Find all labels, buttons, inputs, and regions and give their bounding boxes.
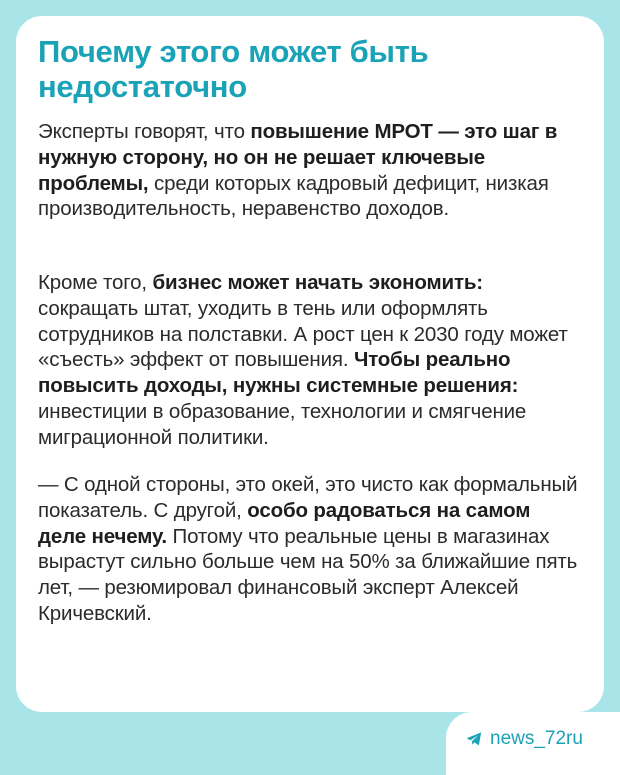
paragraph-text: инвестиции в образование, технологии и смягчение миграционной политики. <box>38 399 527 449</box>
paragraph-text: — С одной стороны, это окей, это чисто как формальный показатель. С другой, <box>38 473 578 522</box>
telegram-icon <box>466 732 482 746</box>
paragraph-business <box>38 270 583 451</box>
paragraph-text: Эксперты говорят, что <box>38 120 251 143</box>
channel-handle[interactable]: news_72ru <box>490 728 583 749</box>
paragraph-experts <box>38 119 583 222</box>
paragraph-text: Потому что реальные цены в магазинах вырастут сильно больше чем на 50% за ближайшие пять лет, — резюмировал финансовый эксперт Алексей Кричевский. <box>38 524 578 625</box>
paragraph-bold-text: особо радоваться на самом деле нечему. <box>38 498 531 548</box>
paragraph-bold-text: бизнес может начать экономить: <box>152 271 483 294</box>
paragraph-bold-text: Чтобы реально повысить доходы, нужны системные решения: <box>38 348 519 398</box>
paragraph-text: сокращать штат, уходить в тень или оформлять сотрудников на полставки. А рост цен к 2030 году может «съесть» эффект от повышения. <box>38 296 568 372</box>
paragraph-bold-text: повышение МРОТ — это шаг в нужную сторону, но он не решает ключевые проблемы, <box>38 120 558 195</box>
page-title: Почему этого может быть недостаточно <box>38 34 429 104</box>
paragraph-text: среди которых кадровый дефицит, низкая производительность, неравенство доходов. <box>38 171 549 221</box>
paragraph-text: Кроме того, <box>38 271 153 294</box>
footer-source[interactable] <box>466 725 583 753</box>
paragraph-quote <box>38 472 583 627</box>
